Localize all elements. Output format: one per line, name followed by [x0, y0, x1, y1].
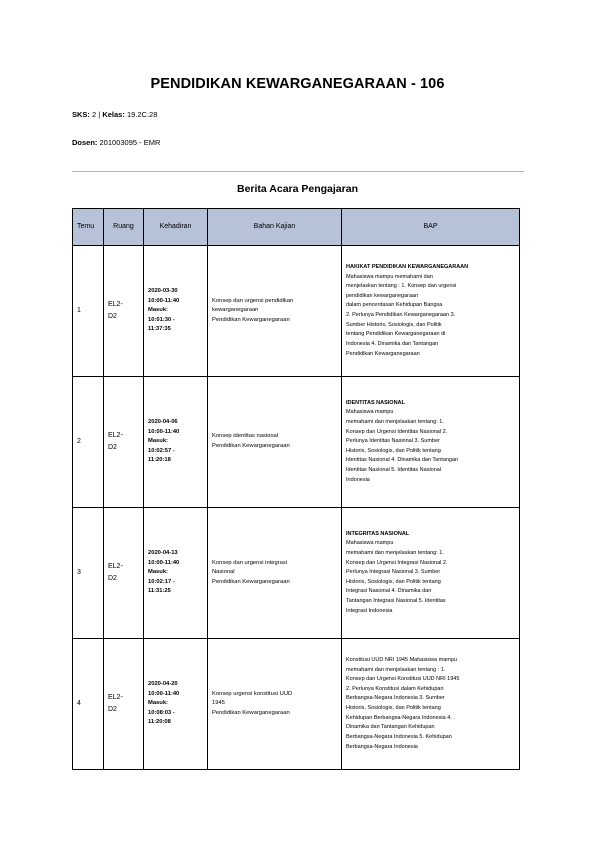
- lecturer-info: [72, 138, 160, 147]
- bap-title: HAKIKAT PENDIDIKAN KEWARGANEGARAAN: [346, 263, 469, 270]
- bap-line: [346, 399, 515, 409]
- bap-line: Dinamika dan Tantangan Kehidupan: [346, 724, 435, 731]
- kehadiran-line: Masuk:: [148, 700, 168, 707]
- cell-ruang: [104, 508, 144, 639]
- page-title: PENDIDIKAN KEWARGANEGARAAN - 106: [150, 76, 445, 92]
- ruang-line: EL2-: [108, 694, 123, 702]
- header-ruang: Ruang: [104, 209, 144, 246]
- bap-line: Konsep dan Urgensi Konstitusi UUD NRI 1945: [346, 676, 460, 683]
- kehadiran-line: 10:01:30 -: [148, 316, 175, 323]
- bap-line: Konsep dan Urgensi Integrasi Nasional 2.: [346, 559, 448, 566]
- bahan-line: Pendidikan Kewarganegaraan: [212, 316, 290, 323]
- bap-line: Pendidikan Kewarganegaraan: [346, 350, 420, 357]
- bap-line: Berbangsa-Negara Indonesia: [346, 743, 418, 750]
- bap-line: memahami dan menjelaskan tentang: 1.: [346, 418, 444, 425]
- kelas-value: 19.2C.28: [126, 110, 158, 119]
- bap-line: Integrasi Indonesia: [346, 607, 393, 614]
- kehadiran-line: 10:00-11:40: [148, 559, 180, 566]
- cell-temu: 1: [73, 246, 104, 377]
- kehadiran-line: 2020-03-30: [148, 288, 178, 295]
- header-bap: BAP: [342, 209, 520, 246]
- bap-line: Konstitusi UUD NRI 1945 Mahasiswa mampu: [346, 656, 457, 663]
- header-temu: Temu: [73, 209, 104, 246]
- table-row: [73, 508, 520, 639]
- section-title: Berita Acara Pengajaran: [236, 183, 358, 195]
- kehadiran-line: 10:02:57 -: [148, 447, 175, 454]
- bap-line: memahami dan menjelaskan tentang: 1.: [346, 549, 444, 556]
- separator: |: [98, 110, 101, 119]
- dosen-value: 201003095 - EMR: [99, 138, 161, 147]
- bap-line: memahami dan menjelaskan tentang : 1.: [346, 666, 446, 673]
- bap-line: Konsep dan Urgensi Identitas Nasional 2.: [346, 428, 448, 435]
- cell-bahan-kajian: [208, 246, 342, 377]
- ruang-line: EL2-: [108, 563, 123, 571]
- kehadiran-line: Masuk:: [148, 307, 168, 314]
- bap-line: [346, 263, 515, 273]
- kehadiran-line: 10:02:17 -: [148, 578, 175, 585]
- cell-ruang: [104, 377, 144, 508]
- kehadiran-line: 10:00-11:40: [148, 297, 180, 304]
- bap-line: Perlunya Identitas Nasional 3. Sumber: [346, 438, 440, 445]
- bahan-line: Konsep urgensi konstitusi UUD: [212, 690, 293, 697]
- kehadiran-line: 11:20:18: [148, 457, 171, 464]
- header-kehadiran: Kehadiran: [144, 209, 208, 246]
- cell-temu: 3: [73, 508, 104, 639]
- cell-bahan-kajian: [208, 508, 342, 639]
- cell-bap: [342, 508, 520, 639]
- bap-line: Indonesia: [346, 476, 370, 483]
- ruang-line: EL2-: [108, 301, 123, 309]
- cell-kehadiran: [144, 377, 208, 508]
- bap-line: Indonesia 4. Dinamika dan Tantangan: [346, 340, 439, 347]
- bap-line: Historis, Sosiologis, dan Politik tentang: [346, 578, 441, 585]
- bahan-line: Nasional: [212, 569, 235, 576]
- kehadiran-line: Masuk:: [148, 569, 168, 576]
- kehadiran-line: 11:37:35: [148, 326, 171, 333]
- bahan-line: Konsep identitas nasional: [212, 433, 279, 440]
- kehadiran-line: 10:00-11:40: [148, 690, 180, 697]
- bahan-line: Pendidikan Kewarganegaraan: [212, 443, 290, 449]
- header-bahan-kajian: Bahan Kajian: [208, 209, 342, 246]
- bahan-line: 1945: [212, 700, 225, 707]
- bap-line: Mahasiswa mampu: [346, 540, 394, 547]
- cell-bap: [342, 377, 520, 508]
- bap-line: 2. Perlunya Konstitusi dalam Kehidupan: [346, 685, 444, 692]
- bap-line: 2. Perlunya Pendidikan Kewarganegaraan 3.: [346, 312, 456, 318]
- bahan-line: kewarganegaraan: [212, 307, 259, 314]
- cell-kehadiran: [144, 639, 208, 770]
- kehadiran-line: 11:31:25: [148, 588, 171, 595]
- bap-line: menjelaskan tentang : 1. Konsep dan urgensi: [346, 283, 457, 290]
- bap-line: Mahasiswa mampu memahami dan: [346, 273, 433, 280]
- ruang-line: D2: [108, 313, 117, 320]
- ruang-line: EL2-: [108, 432, 123, 440]
- dosen-label: Dosen:: [72, 138, 98, 147]
- bap-title: INTEGRITAS NASIONAL: [346, 530, 410, 537]
- kelas-label: Kelas:: [102, 110, 125, 119]
- ruang-line: D2: [108, 575, 117, 582]
- bap-line: [346, 530, 515, 540]
- cell-ruang: [104, 246, 144, 377]
- bap-line: Identitas Nasional 5. Identitas Nasional: [346, 467, 442, 474]
- ruang-line: D2: [108, 444, 117, 451]
- kehadiran-line: 2020-04-06: [148, 419, 178, 426]
- table-row: [73, 639, 520, 770]
- bap-line: Tantangan Integrasi Nasional 5. Identitas: [346, 598, 446, 605]
- bahan-line: Pendidikan Kewarganegaraan: [212, 578, 290, 585]
- kehadiran-line: 10:00-11:40: [148, 428, 180, 435]
- bap-line: Kehidupan Berbangsa-Negara Indonesia 4. .: [346, 714, 455, 721]
- bap-line: pendidikan kewarganegaraan: [346, 292, 419, 299]
- cell-bahan-kajian: [208, 377, 342, 508]
- cell-kehadiran: [144, 246, 208, 377]
- bap-line: Sumber Historis, Sosiologis, dan Politik: [346, 321, 442, 328]
- kehadiran-line: 2020-04-13: [148, 550, 178, 557]
- bahan-line: Konsep dan urgensi integrasi: [212, 559, 288, 566]
- bahan-line: Pendidikan Kewarganegaraan: [212, 709, 290, 716]
- ruang-line: D2: [108, 706, 117, 713]
- bap-line: Berbangsa-Negara Indonesia 5. Kehidupan: [346, 733, 452, 740]
- cell-temu: 2: [73, 377, 104, 508]
- cell-ruang: [104, 639, 144, 770]
- table-row: [73, 377, 520, 508]
- cell-bap: [342, 639, 520, 770]
- kehadiran-line: 11:20:08: [148, 719, 171, 726]
- bap-line: Identitas Nasional 4. Dinamika dan Tantangan: [346, 457, 459, 464]
- bap-line: Historis, Sosiologis, dan Politik tentang: [346, 447, 441, 454]
- bap-title: IDENTITAS NASIONAL: [346, 399, 405, 406]
- table-row: [73, 246, 520, 377]
- sks-value: 2: [92, 110, 97, 119]
- bap-table: [72, 208, 520, 770]
- sks-label: SKS:: [72, 110, 90, 119]
- bap-line: Mahasiswa mampu: [346, 409, 394, 416]
- table-header-row: [73, 209, 520, 246]
- bap-line: tentang Pendidikan Kewarganegaraan di: [346, 331, 446, 338]
- bap-line: Perlunya Integrasi Nasional 3. Sumber: [346, 569, 441, 576]
- kehadiran-line: Masuk:: [148, 438, 168, 445]
- bap-line: Historis, Sosiologis, dan Politik tentang: [346, 705, 441, 711]
- bahan-line: Konsep dan urgensi pendidikan: [212, 297, 294, 304]
- bap-line: dalam pencerdasan Kehidupan Bangsa: [346, 302, 443, 309]
- course-info: [72, 110, 157, 119]
- cell-bap: [342, 246, 520, 377]
- cell-kehadiran: [144, 508, 208, 639]
- bap-line: Integrasi Nasional 4. Dinamika dan: [346, 588, 432, 595]
- cell-bahan-kajian: [208, 639, 342, 770]
- kehadiran-line: 2020-04-20: [148, 681, 178, 688]
- cell-temu: 4: [73, 639, 104, 770]
- kehadiran-line: 10:08:03 -: [148, 709, 175, 716]
- divider: [72, 171, 524, 172]
- bap-line: Berbangsa-Negara Indonesia 3. Sumber: [346, 695, 445, 702]
